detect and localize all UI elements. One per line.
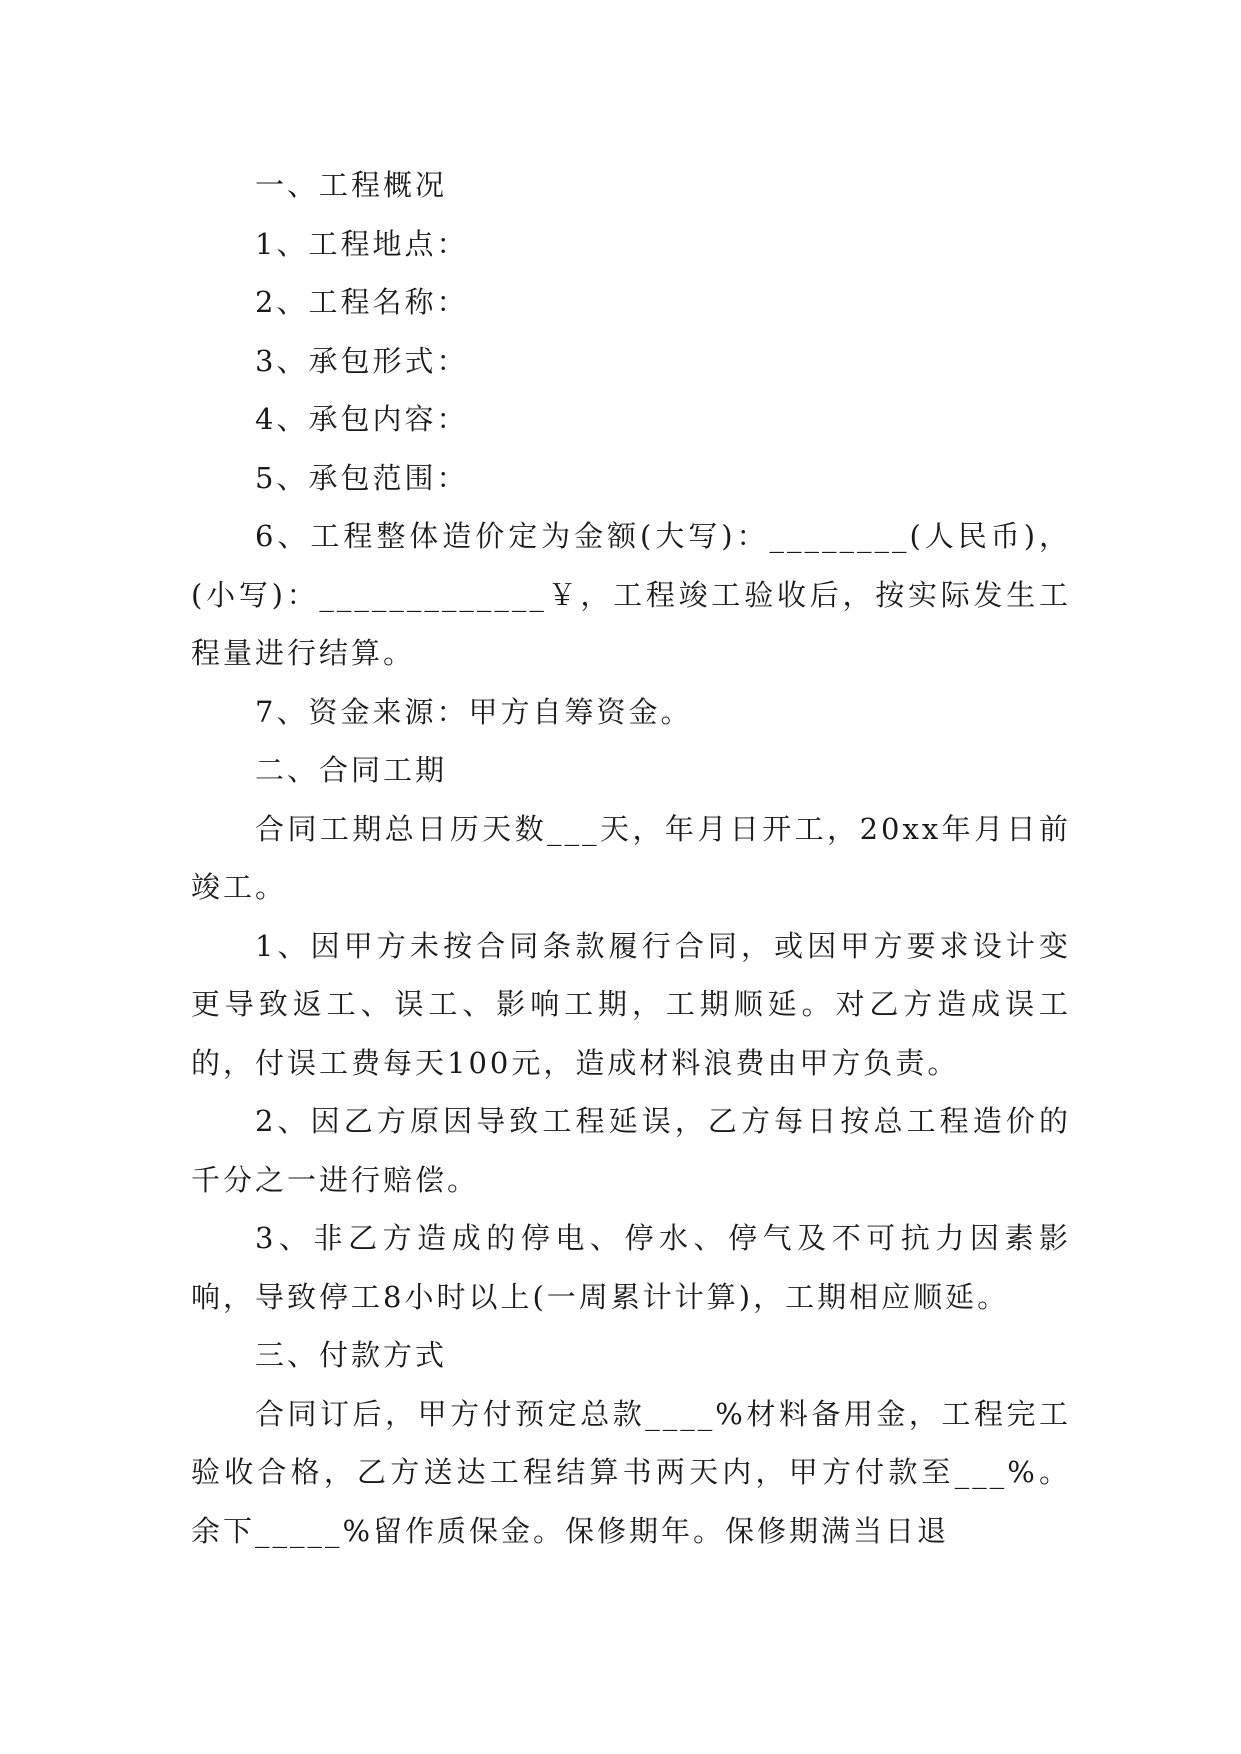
section-heading-project-overview: 一、工程概况	[255, 168, 448, 202]
item-contract-content: 4、承包内容：	[255, 402, 469, 436]
item-contract-scope: 5、承包范围：	[255, 460, 469, 495]
item-fund-source: 7、资金来源：甲方自筹资金。	[255, 694, 693, 729]
section-heading-contract-period: 二、合同工期	[255, 753, 448, 787]
section-heading-payment-method: 三、付款方式	[255, 1338, 448, 1372]
item-project-name: 2、工程名称：	[255, 285, 469, 319]
item-project-cost: 6、工程整体造价定为金额(大写)：________(人民币)，(小写)：_____________￥，工程竣工验收后，按实际发生工程量进行结算。	[191, 519, 1071, 670]
item-project-location: 1、工程地点：	[255, 226, 469, 261]
item-contract-form: 3、承包形式：	[255, 343, 469, 378]
paragraph-total-days: 合同工期总日历天数___天，年月日开工，20xx年月日前竣工。	[191, 811, 1071, 904]
paragraph-payment-terms: 合同订后，甲方付预定总款____%材料备用金，工程完工验收合格，乙方送达工程结算书两天内，甲方付款至___%。余下_____%留作质保金。保修期年。保修期满当日退	[191, 1396, 1071, 1548]
clause-party-a-delay: 1、因甲方未按合同条款履行合同，或因甲方要求设计变更导致返工、误工、影响工期，工期顺延。对乙方造成误工的，付误工费每天100元，造成材料浪费由甲方负责。	[191, 928, 1071, 1080]
document-body	[191, 156, 1071, 1560]
clause-party-b-delay: 2、因乙方原因导致工程延误，乙方每日按总工程造价的千分之一进行赔偿。	[191, 1104, 1071, 1197]
clause-force-majeure: 3、非乙方造成的停电、停水、停气及不可抗力因素影响，导致停工8小时以上(一周累计计算)，工期相应顺延。	[191, 1221, 1071, 1314]
